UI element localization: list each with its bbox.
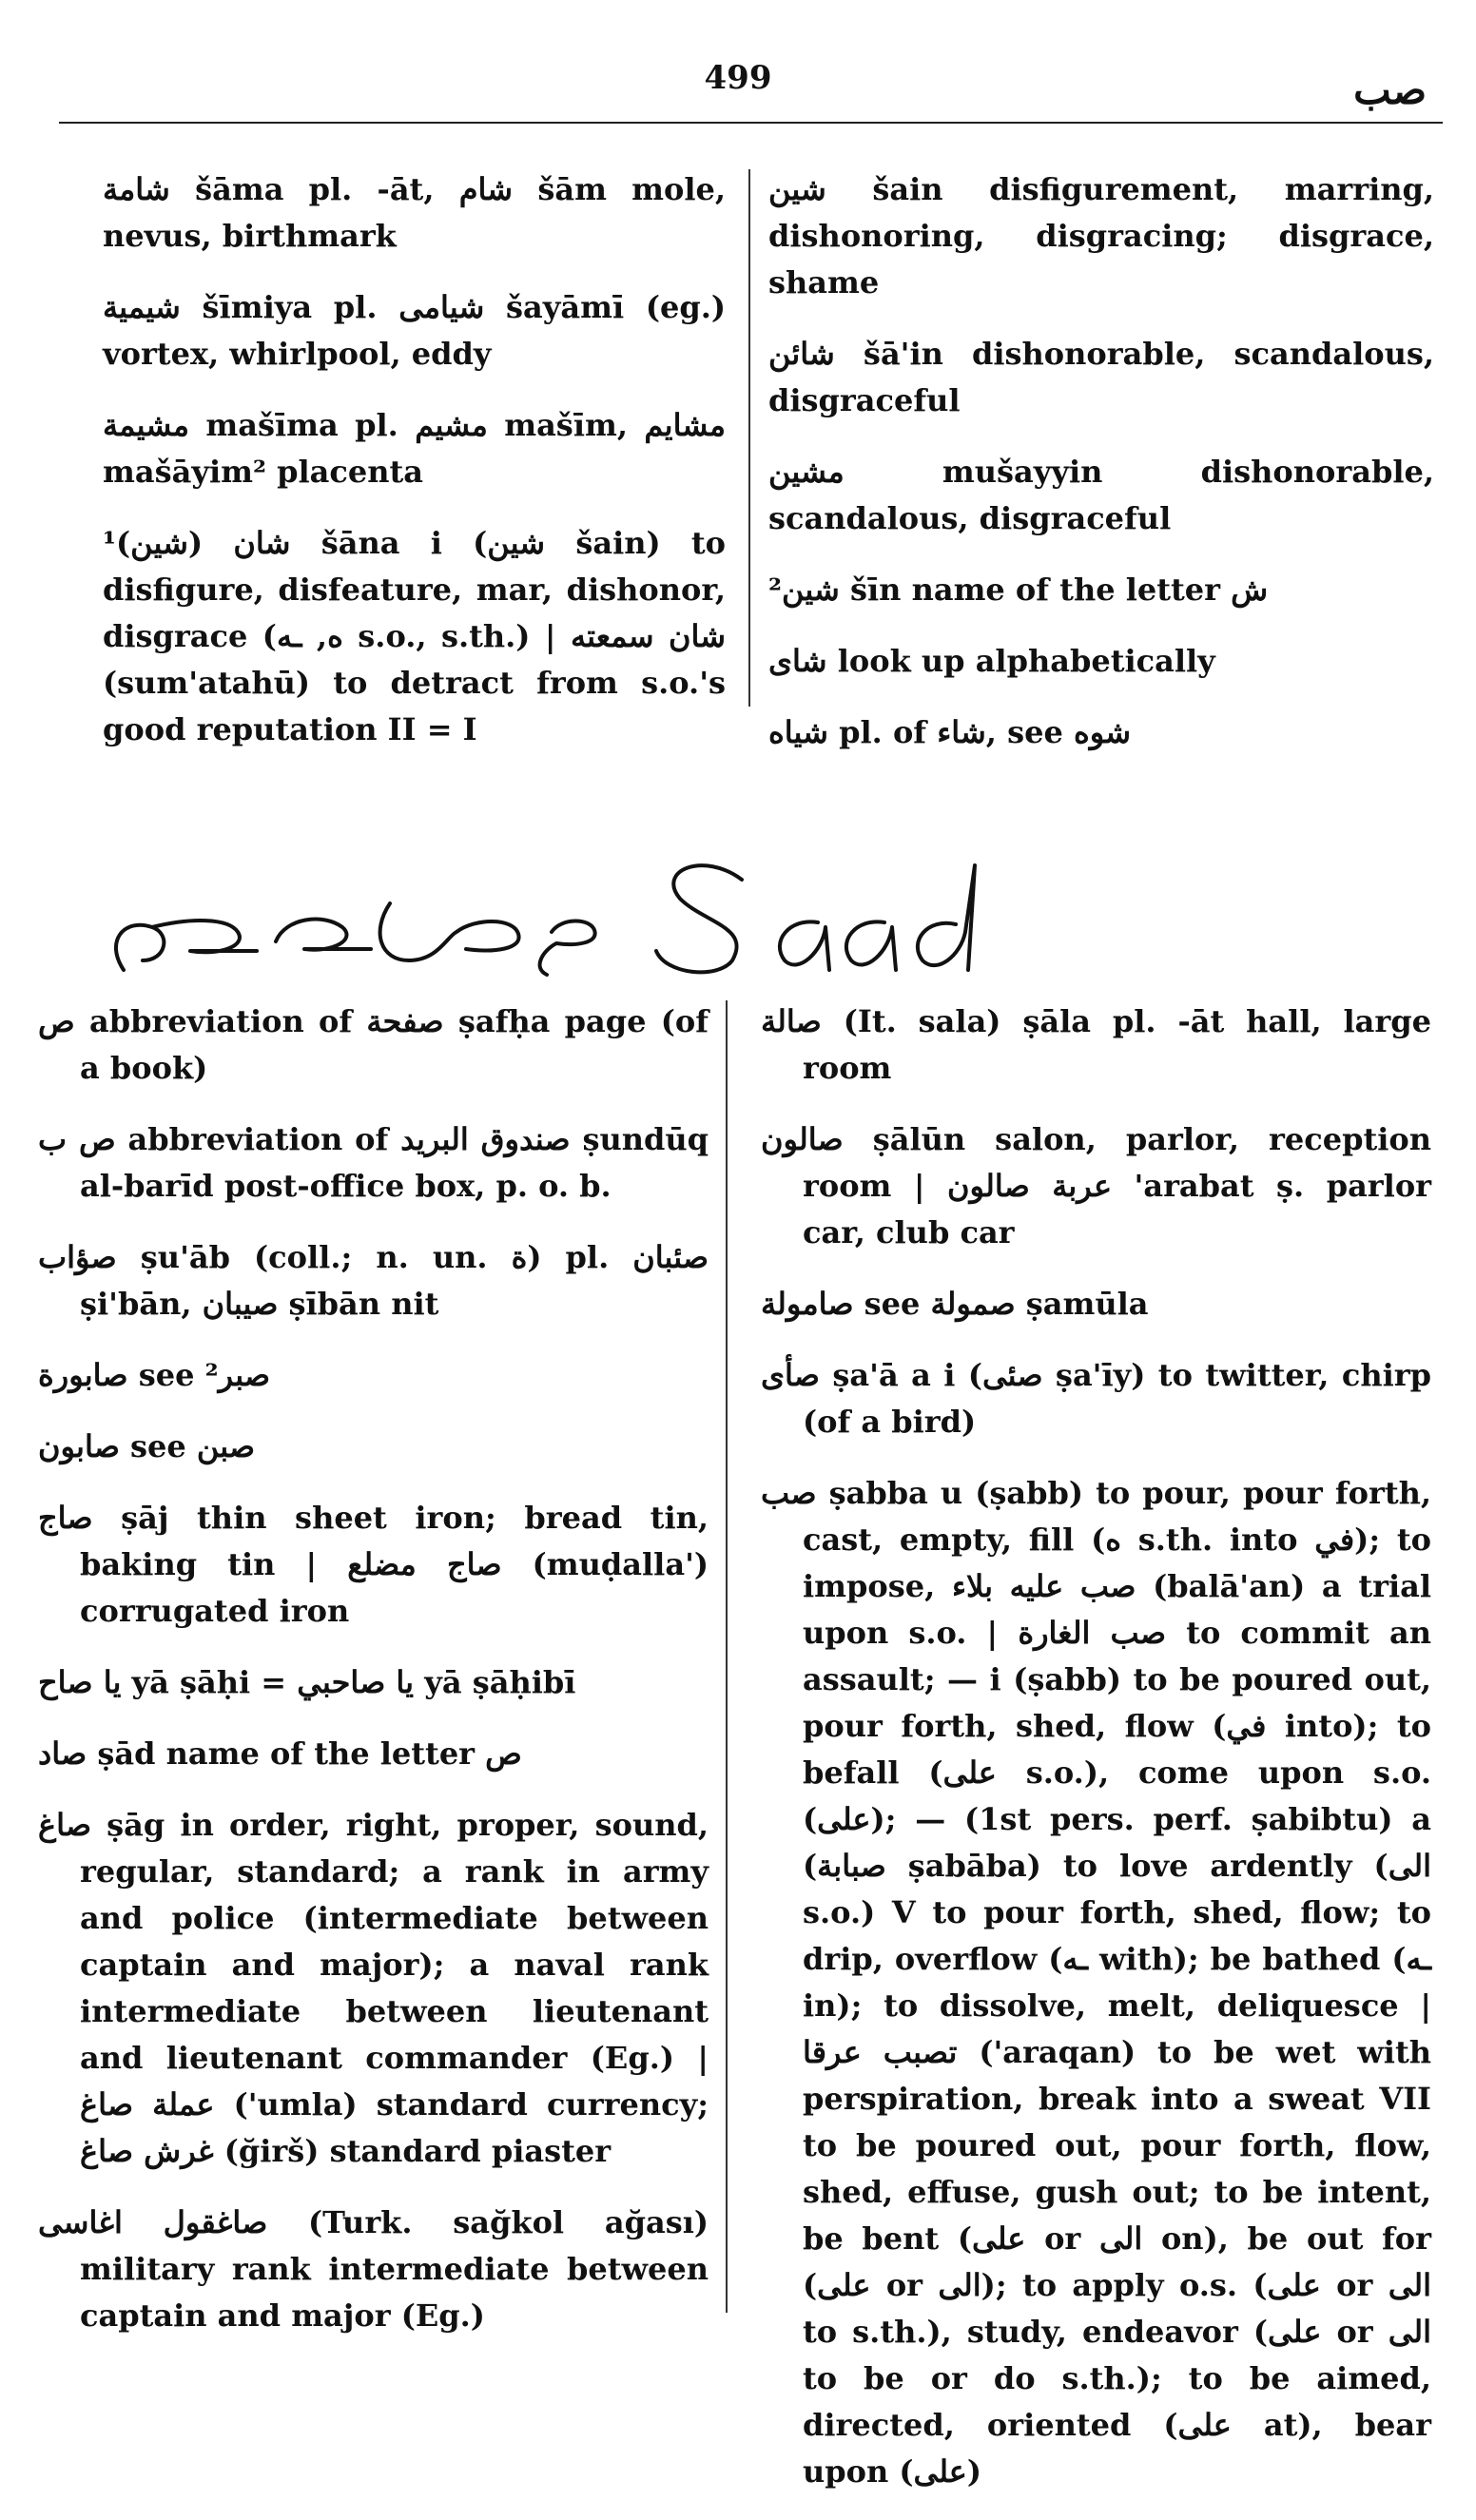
dictionary-entry: يا صاح yā ṣāḥi = يا صاحبي yā ṣāḥibī xyxy=(38,1664,576,1700)
dictionary-entry: صاغ ṣāg in order, right, proper, sound, regular, standard; a rank in army and police (intermediate between captain and major); a naval rank intermediate between lieutenant and lieutenant commander (Eg.) | عملة صاغ ('umla) standard currency; غرش صاغ (ğirš) standard piaster xyxy=(38,1807,709,2169)
dictionary-entry: ¹(شين) شان šāna i (شين šain) to disfigure, disfeature, mar, dishonor, disgrace (ه, ـه s.o., s.th.) | شان سمعته (sum'atahū) to detract from s.o.'s good reputation II = I xyxy=(103,525,727,747)
dictionary-entry: شاى look up alphabetically xyxy=(768,643,1215,679)
handwritten-arabic-letter-forms xyxy=(116,903,595,975)
dictionary-entry: صاج ṣāj thin sheet iron; bread tin, baking tin | صاج مضلع (muḍalla') corrugated iron xyxy=(38,1500,709,1629)
dictionary-entry: صؤاب ṣu'āb (coll.; n. un. ة) pl. صئبان ṣi'bān, صيبان ṣībān nit xyxy=(38,1239,709,1322)
handwritten-saad xyxy=(656,865,975,972)
column-divider xyxy=(748,169,750,707)
dictionary-entry: مشين mušayyin dishonorable, scandalous, disgraceful xyxy=(768,454,1434,536)
dictionary-entry: صب ṣabba u (ṣabb) to pour, pour forth, cast, empty, fill (ه s.th. into في); to impose, صب عليه بلاء (balā'an) a trial upon s.o. | صب الغارة to commit an assault; — i (ṣabb) to be poured out, pour forth, shed, flow (في into); to befall (على s.o.), come upon s.o. (على); — (1st pers. perf. ṣabibtu) a (صبابة ṣabāba) to love ardently (الى s.o.) V to pour forth, shed, flow; to drip, overflow (ـه with); be bathed (ـه in); to dissolve, melt, deliquesce | تصبب عرقا ('araqan) to be wet with perspiration, break into a sweat VII to be poured out, pour forth, flow, shed, effuse, gush out; to be intent, be bent (على or الى on), be out for (على or الى); to apply o.s. (على or الى to s.th.), study, endeavor (على or الى to be or do s.th.); to be aimed, directed, oriented (على at), bear upon (على) xyxy=(761,1475,1432,2490)
dictionary-entry: صالون ṣālūn salon, parlor, reception room | عربة صالون 'arabat ṣ. parlor car, club car xyxy=(761,1121,1432,1250)
dictionary-entry: صاغقول اغاسى (Turk. sağkol ağası) military rank intermediate between captain and major (Eg.) xyxy=(38,2204,709,2334)
dictionary-entry: شامة šāma pl. -āt, شام šām mole, nevus, birthmark xyxy=(103,171,727,254)
dictionary-entry: ص abbreviation of صفحة ṣafḥa page (of a book) xyxy=(38,1003,709,1086)
dictionary-entry: صاد ṣād name of the letter ص xyxy=(38,1735,522,1772)
top-left-column xyxy=(103,166,726,778)
dictionary-entry: صامولة see صمولة ṣamūla xyxy=(761,1286,1149,1322)
dictionary-entry: صابورة see صبر² xyxy=(38,1357,271,1393)
dictionary-entry: شياه pl. of شاء, see شوه xyxy=(768,714,1132,750)
dictionary-entry: ص ب abbreviation of صندوق البريد ṣundūq al-barīd post-office box, p. o. b. xyxy=(38,1121,709,1204)
dictionary-entry: صأى ṣa'ā a i (صئى ṣa'īy) to twitter, chirp (of a bird) xyxy=(761,1357,1431,1440)
handwritten-annotation xyxy=(86,827,1094,989)
dictionary-entry: ²شين šīn name of the letter ش xyxy=(768,572,1269,608)
column-divider xyxy=(726,1000,728,2313)
dictionary-entry: صابون see صبن xyxy=(38,1428,256,1464)
dictionary-entry: شائن šā'in dishonorable, scandalous, disgraceful xyxy=(768,336,1434,418)
dictionary-entry: شين šain disfigurement, marring, dishonoring, disgracing; disgrace, shame xyxy=(768,171,1434,300)
header-rule xyxy=(59,122,1443,124)
dictionary-entry: صالة (It. sala) ṣāla pl. -āt hall, large room xyxy=(761,1003,1431,1086)
running-head: صب xyxy=(1353,67,1427,113)
top-right-column xyxy=(768,166,1434,781)
dictionary-entry: مشيمة mašīma pl. مشيم mašīm, مشايم mašāyim² placenta xyxy=(103,407,727,490)
page-number: 499 xyxy=(704,59,772,97)
dictionary-entry: شيمية šīmiya pl. شيامى šayāmī (eg.) vortex, whirlpool, eddy xyxy=(103,289,726,372)
bottom-left-column xyxy=(38,998,709,2364)
bottom-right-column xyxy=(761,998,1431,2520)
